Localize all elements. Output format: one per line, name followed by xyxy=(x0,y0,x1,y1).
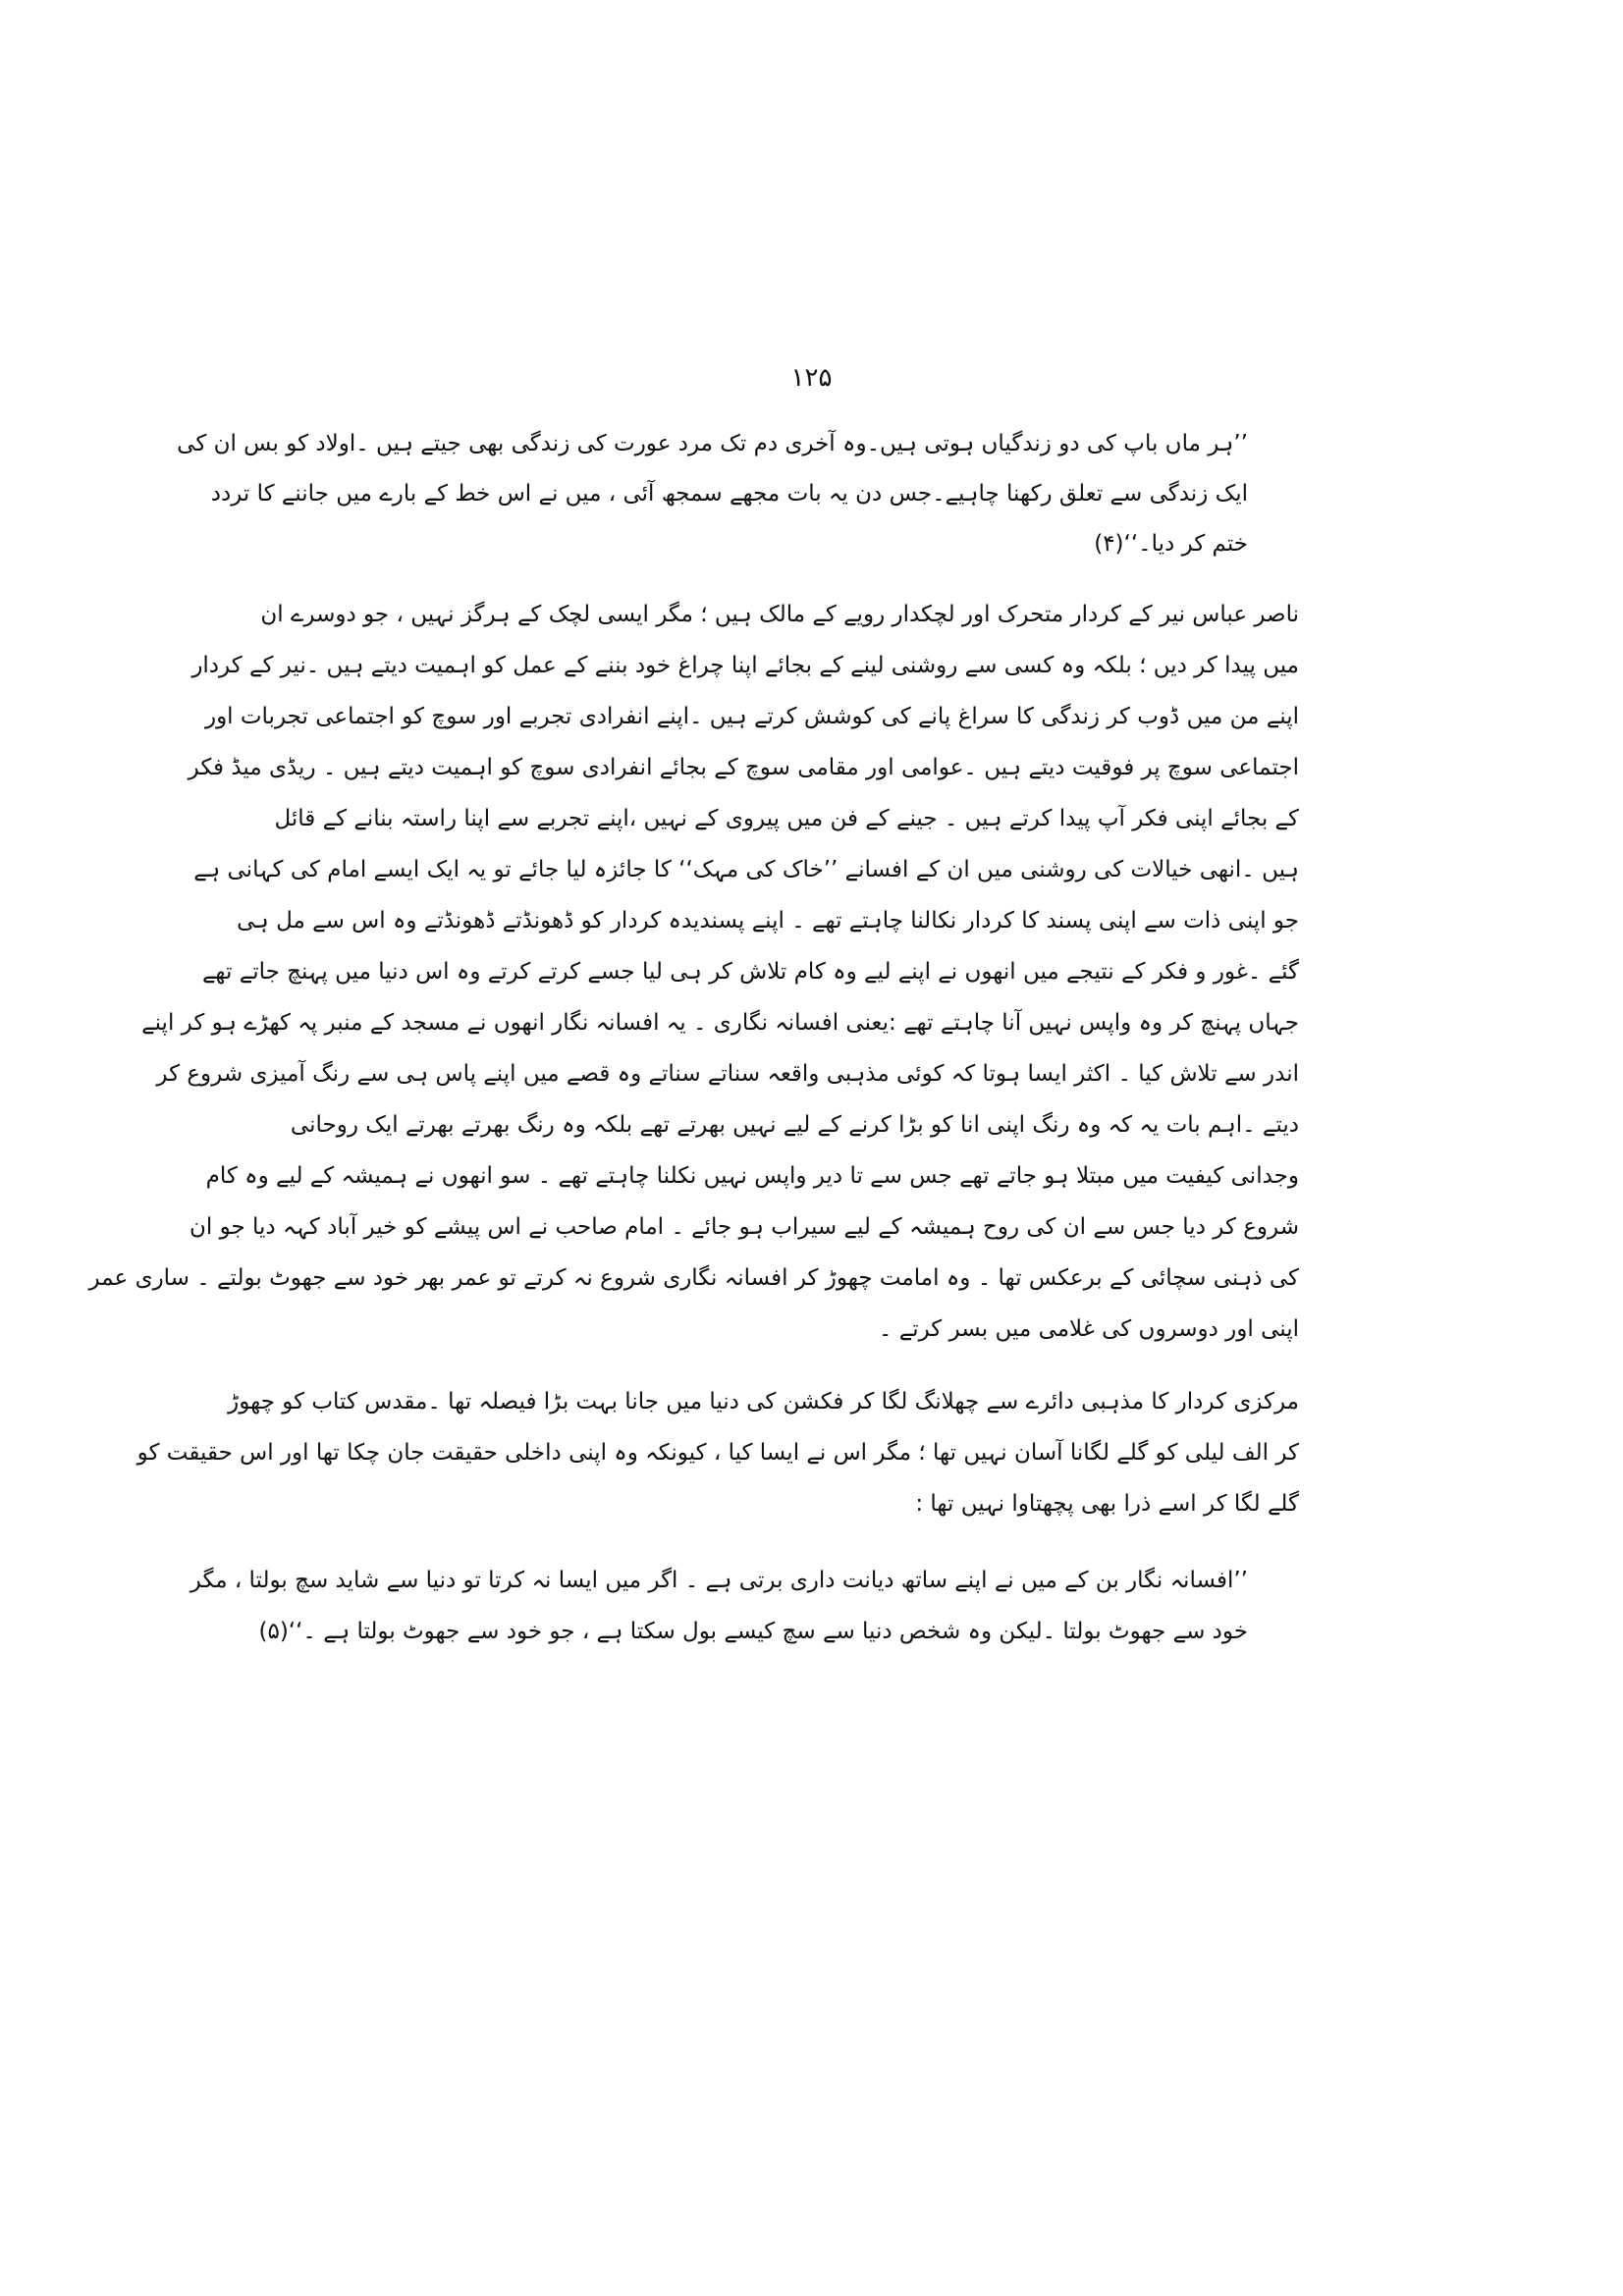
quote-line: خود سے جھوٹ بولتا ۔لیکن وہ شخص دنیا سے سچ کیسے بول سکتا ہے ، جو خود سے جھوٹ بولتا ہے ۔‘‘(۵) xyxy=(258,1619,1248,1644)
paragraph-line: شروع کر دیا جس سے ان کی روح ہمیشہ کے لیے سیراب ہو جائے ۔ امام صاحب نے اس پیشے کو خیر آباد کہہ دیا جو ان xyxy=(189,1214,1299,1240)
quote-line: ’’ہر ماں باپ کی دو زندگیاں ہوتی ہیں۔وہ آخری دم تک مرد عورت کی زندگی بھی جیتے ہیں ۔اولاد کو بس ان کی xyxy=(177,431,1248,456)
paragraph-line: کے بجائے اپنی فکر آپ پیدا کرتے ہیں ۔ جینے کے فن میں پیروی کے نہیں ،اپنے تجربے سے اپنا راستہ بنانے کے قائل xyxy=(274,806,1299,831)
paragraph-line: میں پیدا کر دیں ؛ بلکہ وہ کسی سے روشنی لینے کے بجائے اپنا چراغ خود بننے کے عمل کو اہمیت دیتے ہیں ۔نیر کے کردار xyxy=(191,653,1299,678)
paragraph-line: جو اپنی ذات سے اپنی پسند کا کردار نکالنا چاہتے تھے ۔ اپنے پسندیدہ کردار کو ڈھونڈتے ڈھونڈتے وہ اس سے مل ہی xyxy=(237,908,1299,934)
paragraph-line: کی ذہنی سچائی کے برعکس تھا ۔ وہ امامت چھوڑ کر افسانہ نگاری شروع نہ کرتے تو عمر بھر خود سے جھوٹ بولتے ۔ ساری عمر xyxy=(88,1265,1299,1291)
paragraph-line: کر الف لیلی کو گلے لگانا آسان نہیں تھا ؛ مگر اس نے ایسا کیا ، کیونکہ وہ اپنی داخلی حقیقت جان چکا تھا اور اس حقیقت کو xyxy=(136,1440,1299,1466)
paragraph-line: گئے ۔غور و فکر کے نتیجے میں انھوں نے اپنے لیے وہ کام تلاش کر ہی لیا جسے کرتے کرتے وہ اس دنیا میں پہنچ جاتے تھے xyxy=(201,959,1299,985)
paragraph-line: گلے لگا کر اسے ذرا بھی پچھتاوا نہیں تھا : xyxy=(915,1491,1299,1517)
paragraph-line: وجدانی کیفیت میں مبتلا ہو جاتے تھے جس سے تا دیر واپس نہیں نکلنا چاہتے تھے ۔ سو انھوں نے ہمیشہ کے لیے وہ کام xyxy=(205,1163,1299,1189)
quote-line: ایک زندگی سے تعلق رکھنا چاہیے۔جس دن یہ بات مجھے سمجھ آئی ، میں نے اس خط کے بارے میں جاننے کا تردد xyxy=(210,481,1248,507)
paragraph-line: ناصر عباس نیر کے کردار متحرک اور لچکدار رویے کے مالک ہیں ؛ مگر ایسی لچک کے ہرگز نہیں ، جو دوسرے ان xyxy=(260,602,1299,627)
quote-line: ’’افسانہ نگار بن کے میں نے اپنے ساتھ دیانت داری برتی ہے ۔ اگر میں ایسا نہ کرتا تو دنیا سے شاید سچ بولتا ، مگر xyxy=(189,1568,1248,1593)
quote-line: ختم کر دیا۔‘‘(۴) xyxy=(1094,531,1248,557)
paragraph-line: اجتماعی سوچ پر فوقیت دیتے ہیں ۔عوامی اور مقامی سوچ کے بجائے انفرادی سوچ کو اہمیت دیتے ہیں ۔ ریڈی میڈ فکر xyxy=(188,755,1299,780)
paragraph-line: مرکزی کردار کا مذہبی دائرے سے چھلانگ لگا کر فکشن کی دنیا میں جانا بہت بڑا فیصلہ تھا ۔مقدس کتاب کو چھوڑ xyxy=(228,1389,1299,1415)
paragraph-line: ہیں ۔انھی خیالات کی روشنی میں ان کے افسانے ’’خاک کی مہک‘‘ کا جائزہ لیا جائے تو یہ ایک ایسے امام کی کہانی ہے xyxy=(193,857,1299,882)
page-number: ۱۲۵ xyxy=(790,363,833,393)
paragraph-line: دیتے ۔اہم بات یہ کہ وہ رنگ اپنی انا کو بڑا کرنے کے لیے نہیں بھرتے تھے بلکہ وہ رنگ بھرتے بھرتے ایک روحانی xyxy=(290,1112,1299,1138)
paragraph-line: اپنی اور دوسروں کی غلامی میں بسر کرتے ۔ xyxy=(878,1316,1299,1342)
paragraph-line: جہاں پہنچ کر وہ واپس نہیں آنا چاہتے تھے :یعنی افسانہ نگاری ۔ یہ افسانہ نگار انھوں نے مسجد کے منبر پہ کھڑے ہو کر اپنے xyxy=(141,1010,1299,1036)
paragraph-line: اندر سے تلاش کیا ۔ اکثر ایسا ہوتا کہ کوئی مذہبی واقعہ سناتے سناتے وہ قصے میں اپنے پاس ہی سے رنگ آمیزی شروع کر xyxy=(156,1061,1299,1087)
paragraph-line: اپنے من میں ڈوب کر زندگی کا سراغ پانے کی کوشش کرتے ہیں ۔اپنے انفرادی تجربے اور سوچ کو اجتماعی تجربات اور xyxy=(204,704,1299,729)
